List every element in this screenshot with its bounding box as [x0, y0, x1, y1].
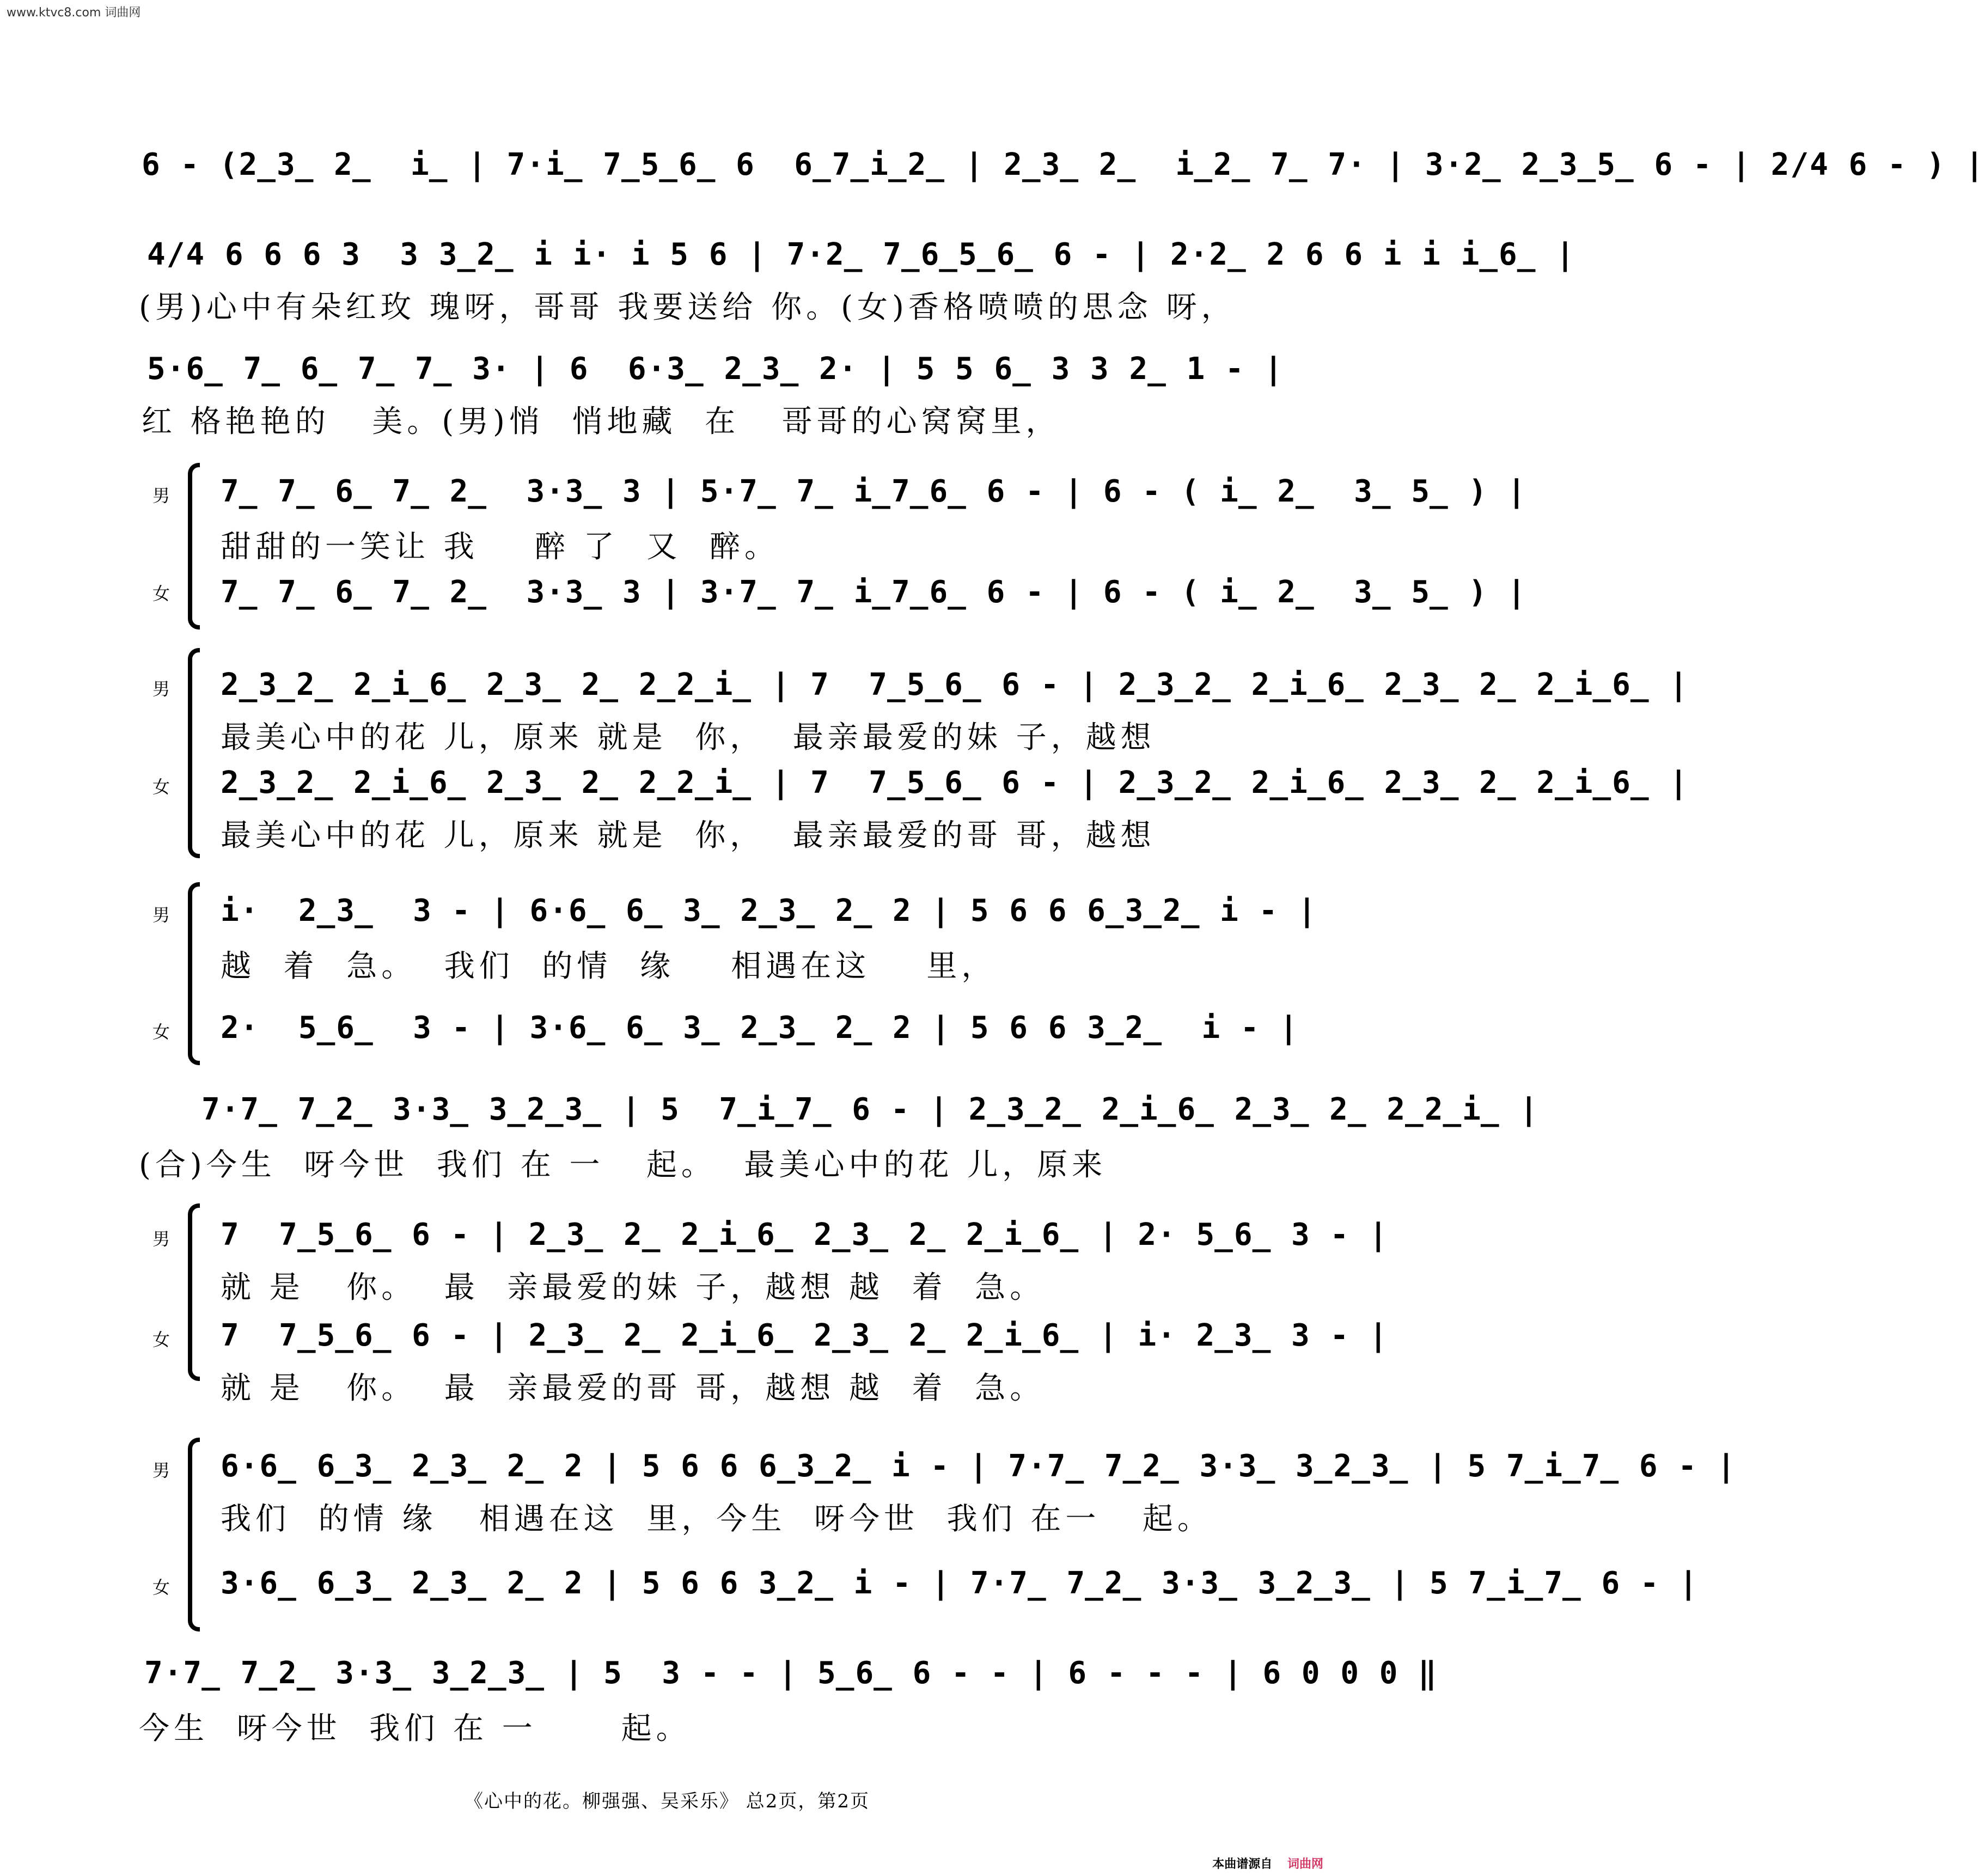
lyrics-line-13: 我们 的情 缘 相遇在这 里，今生 呀今世 我们 在一 起。	[221, 1501, 1212, 1537]
lyrics-line-4: 甜甜的一笑让 我 醉 了 又 醉。	[221, 529, 780, 565]
system-brace-2	[188, 648, 200, 858]
lyrics-line-2: (男)心中有朵红玫 瑰呀，哥哥 我要送给 你。(女)香格喷喷的思念 呀，	[139, 290, 1236, 325]
lyrics-line-7: 最美心中的花 儿，原来 就是 你， 最亲最爱的哥 哥，越想	[221, 818, 1156, 853]
voice-label-female: 女	[152, 583, 170, 604]
notes-line-13: 6·6̲ 6̲3̲ 2̲3̲ 2̲ 2 | 5 6 6 6̲3̲2̲ i - | 7·7̲ 7̲2̲ 3·3̲ 3̲2̲3̲ | 5 7̲i̲7̲ 6 - |	[221, 1449, 1737, 1484]
voice-label-male: 男	[152, 1460, 170, 1481]
site-header: www.ktvc8.com 词曲网	[7, 6, 141, 20]
voice-label-female: 女	[152, 1022, 170, 1042]
notes-line-15: 7·7̲ 7̲2̲ 3·3̲ 3̲2̲3̲ | 5 3 - - | 5̲6̲ 6 - - | 6 - - - | 6 0 0 0 ‖	[144, 1655, 1438, 1691]
page-footer: 《心中的花。柳强强、吴采乐》 总2页，第2页	[464, 1791, 870, 1812]
notes-line-4: 7̲ 7̲ 6̲ 7̲ 2̲ 3·3̲ 3 | 5·7̲ 7̲ i̲7̲6̲ 6 - | 6 - ( i̲ 2̲ 3̲ 5̲ ) |	[221, 474, 1527, 509]
voice-label-female: 女	[152, 1577, 170, 1598]
system-brace-5	[188, 1438, 200, 1631]
lyrics-line-12: 就 是 你。 最 亲最爱的哥 哥，越想 越 着 急。	[221, 1371, 1045, 1406]
notes-line-8: i· 2̲3̲ 3 - | 6·6̲ 6̲ 3̲ 2̲3̲ 2̲ 2 | 5 6 6 6̲3̲2̲ i - |	[221, 893, 1317, 928]
notes-line-11: 7 7̲5̲6̲ 6 - | 2̲3̲ 2̲ 2̲i̲6̲ 2̲3̲ 2̲ 2̲i̲6̲ | 2· 5̲6̲ 3 - |	[221, 1217, 1389, 1252]
system-brace-4	[188, 1203, 200, 1381]
lyrics-line-3: 红 格艳艳的 美。(男)悄 悄地藏 在 哥哥的心窝窝里，	[142, 404, 1061, 439]
lyrics-line-6: 最美心中的花 儿，原来 就是 你， 最亲最爱的妹 子，越想	[221, 720, 1156, 755]
system-brace-1	[188, 463, 200, 630]
notes-line-1: 6 - (2̲3̲ 2̲ i̲ | 7·i̲ 7̲5̲6̲ 6 6̲7̲i̲2̲ | 2̲3̲ 2̲ i̲2̲ 7̲ 7· | 3·2̲ 2̲3̲5̲ 6 - | 2/4 6 - ) |	[142, 147, 1985, 182]
notes-line-12: 7 7̲5̲6̲ 6 - | 2̲3̲ 2̲ 2̲i̲6̲ 2̲3̲ 2̲ 2̲i̲6̲ | i· 2̲3̲ 3 - |	[221, 1318, 1389, 1353]
voice-label-female: 女	[152, 777, 170, 797]
notes-line-9: 2· 5̲6̲ 3 - | 3·6̲ 6̲ 3̲ 2̲3̲ 2̲ 2 | 5 6 6 3̲2̲ i - |	[221, 1010, 1299, 1046]
system-brace-3	[188, 882, 200, 1065]
source-brand-text: 本曲谱源自	[1212, 1857, 1273, 1871]
notes-line-10: 7·7̲ 7̲2̲ 3·3̲ 3̲2̲3̲ | 5 7̲i̲7̲ 6 - | 2̲3̲2̲ 2̲i̲6̲ 2̲3̲ 2̲ 2̲2̲i̲ |	[201, 1092, 1540, 1127]
lyrics-line-15: 今生 呀今世 我们 在 一 起。	[139, 1711, 691, 1746]
voice-label-male: 男	[152, 1229, 170, 1249]
voice-label-male: 男	[152, 485, 170, 506]
lyrics-line-8: 越 着 急。 我们 的情 缘 相遇在这 里，	[221, 949, 997, 984]
notes-line-14: 3·6̲ 6̲3̲ 2̲3̲ 2̲ 2 | 5 6 6 3̲2̲ i - | 7·7̲ 7̲2̲ 3·3̲ 3̲2̲3̲ | 5 7̲i̲7̲ 6 - |	[221, 1566, 1699, 1601]
voice-label-male: 男	[152, 905, 170, 925]
voice-label-female: 女	[152, 1329, 170, 1350]
notes-line-2: 4/4 6 6 6 3 3 3̲2̲ i i· i 5 6 | 7·2̲ 7̲6̲5̲6̲ 6 - | 2·2̲ 2 6 6 i i i̲6̲ |	[147, 237, 1575, 272]
lyrics-line-11: 就 是 你。 最 亲最爱的妹 子，越想 越 着 急。	[221, 1270, 1045, 1305]
lyrics-line-10: (合)今生 呀今世 我们 在 一 起。 最美心中的花 儿，原来	[139, 1147, 1107, 1183]
voice-label-male: 男	[152, 679, 170, 699]
source-brand	[1212, 1855, 1323, 1872]
notes-line-5: 7̲ 7̲ 6̲ 7̲ 2̲ 3·3̲ 3 | 3·7̲ 7̲ i̲7̲6̲ 6 - | 6 - ( i̲ 2̲ 3̲ 5̲ ) |	[221, 575, 1527, 610]
notes-line-3: 5·6̲ 7̲ 6̲ 7̲ 7̲ 3· | 6 6·3̲ 2̲3̲ 2· | 5 5 6̲ 3 3 2̲ 1 - |	[147, 351, 1284, 387]
source-brand-logo: 词曲网	[1287, 1857, 1323, 1871]
notes-line-7: 2̲3̲2̲ 2̲i̲6̲ 2̲3̲ 2̲ 2̲2̲i̲ | 7 7̲5̲6̲ 6 - | 2̲3̲2̲ 2̲i̲6̲ 2̲3̲ 2̲ 2̲i̲6̲ |	[221, 765, 1689, 800]
notes-line-6: 2̲3̲2̲ 2̲i̲6̲ 2̲3̲ 2̲ 2̲2̲i̲ | 7 7̲5̲6̲ 6 - | 2̲3̲2̲ 2̲i̲6̲ 2̲3̲ 2̲ 2̲i̲6̲ |	[221, 667, 1689, 702]
